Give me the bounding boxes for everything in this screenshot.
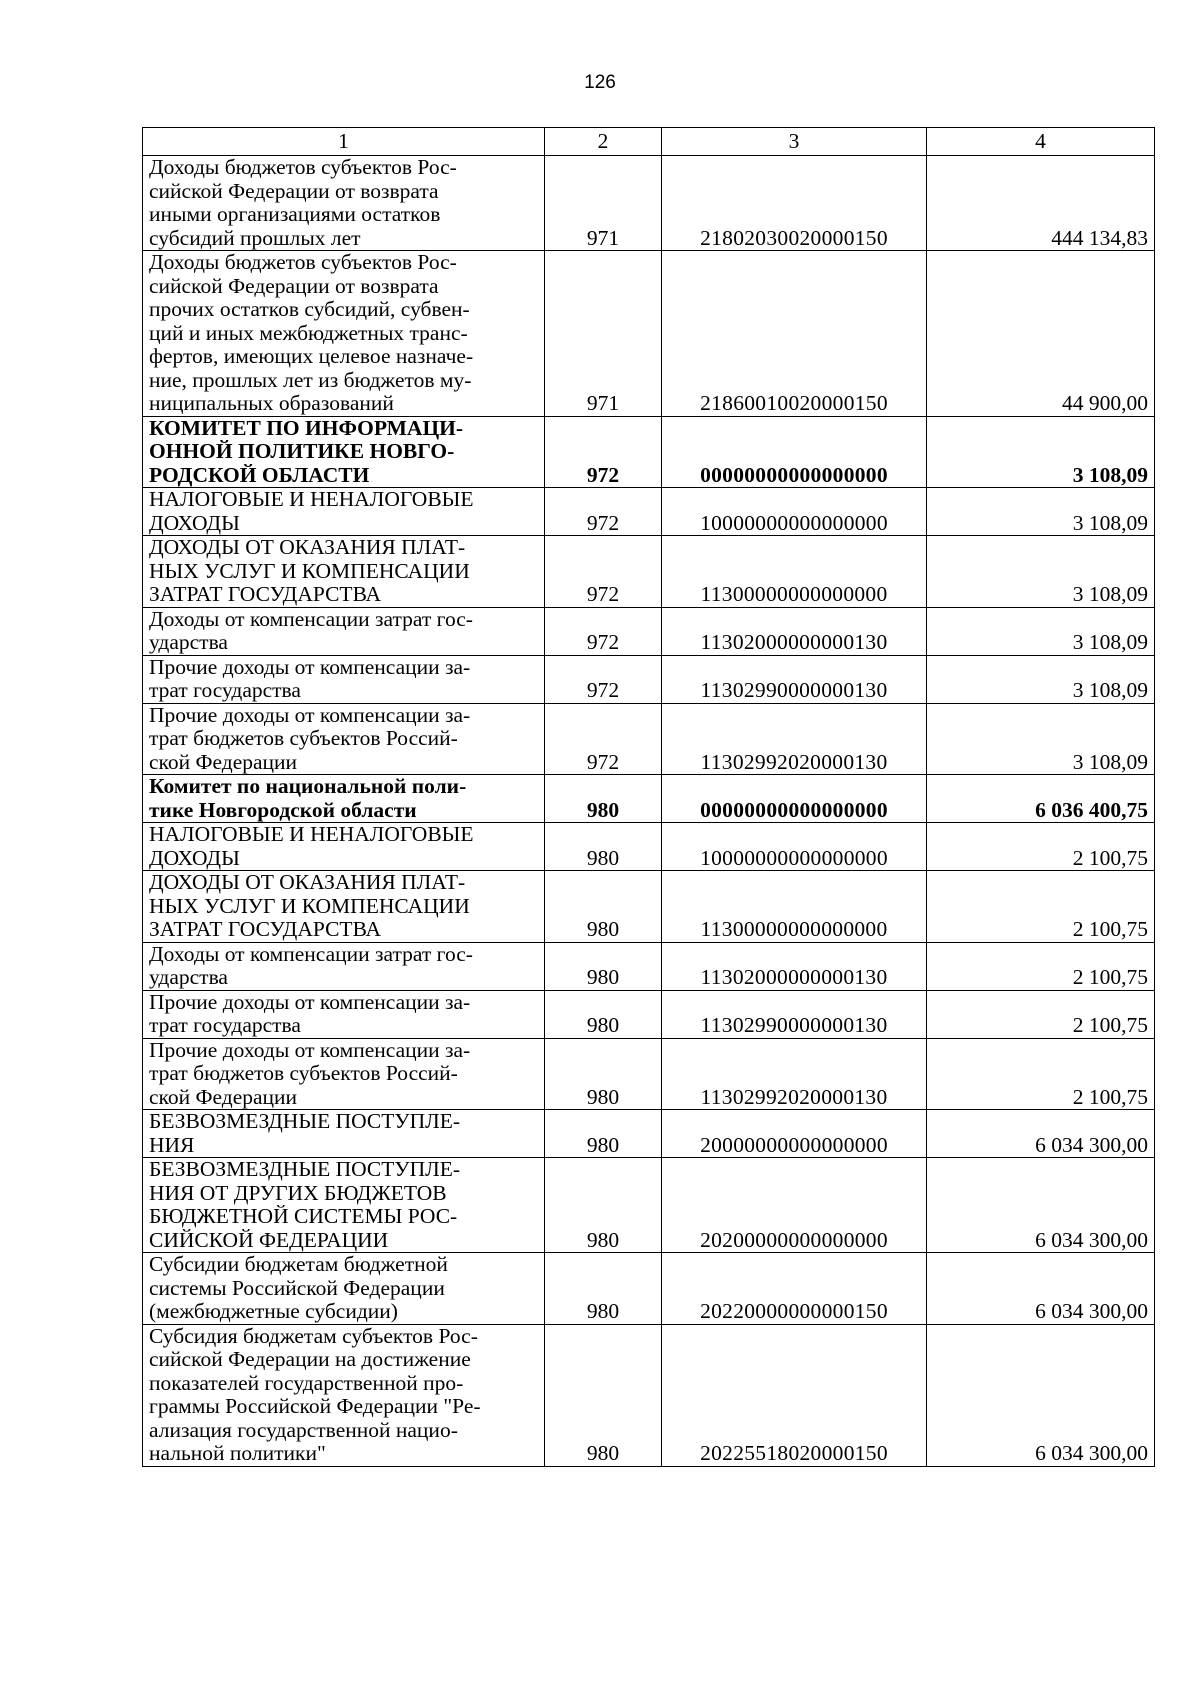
table-row — [143, 775, 1155, 823]
row-amount-cell: 3 108,09 — [927, 703, 1155, 775]
row-name-cell: Прочие доходы от компенсации за- трат государства — [143, 655, 545, 703]
row-amount-cell: 3 108,09 — [927, 607, 1155, 655]
row-admin-code-cell: 980 — [545, 942, 662, 990]
table-row — [143, 871, 1155, 943]
row-admin-code-cell: 980 — [545, 775, 662, 823]
table-body — [143, 156, 1155, 1467]
row-admin-code-cell: 972 — [545, 488, 662, 536]
row-amount-cell: 6 034 300,00 — [927, 1324, 1155, 1466]
row-kbk-code-cell: 20220000000000150 — [662, 1253, 927, 1325]
row-admin-code-cell: 980 — [545, 1110, 662, 1158]
table-row — [143, 416, 1155, 488]
row-admin-code-cell: 972 — [545, 536, 662, 608]
table-row — [143, 942, 1155, 990]
row-admin-code-cell: 980 — [545, 1253, 662, 1325]
column-header-code: 2 — [545, 128, 662, 156]
row-admin-code-cell: 971 — [545, 156, 662, 251]
column-header-name: 1 — [143, 128, 545, 156]
row-name-cell: Субсидии бюджетам бюджетной системы Российской Федерации (межбюджетные субсидии) — [143, 1253, 545, 1325]
table-row — [143, 1253, 1155, 1325]
row-kbk-code-cell: 11302992020000130 — [662, 703, 927, 775]
table-row — [143, 655, 1155, 703]
row-amount-cell: 3 108,09 — [927, 655, 1155, 703]
row-name-cell: Доходы от компенсации затрат гос- ударства — [143, 942, 545, 990]
row-kbk-code-cell: 20225518020000150 — [662, 1324, 927, 1466]
column-header-amount: 4 — [927, 128, 1155, 156]
row-admin-code-cell: 980 — [545, 990, 662, 1038]
row-name-cell: Доходы бюджетов субъектов Рос- сийской Федерации от возврата иными организациями остатков субсидий прошлых лет — [143, 156, 545, 251]
row-admin-code-cell: 980 — [545, 871, 662, 943]
row-name-cell: ДОХОДЫ ОТ ОКАЗАНИЯ ПЛАТ- НЫХ УСЛУГ И КОМПЕНСАЦИИ ЗАТРАТ ГОСУДАРСТВА — [143, 536, 545, 608]
row-kbk-code-cell: 11302990000000130 — [662, 655, 927, 703]
row-name-cell: Комитет по национальной поли- тике Новгородской области — [143, 775, 545, 823]
row-amount-cell: 2 100,75 — [927, 990, 1155, 1038]
row-kbk-code-cell: 11300000000000000 — [662, 871, 927, 943]
row-name-cell: БЕЗВОЗМЕЗДНЫЕ ПОСТУПЛЕ- НИЯ — [143, 1110, 545, 1158]
row-kbk-code-cell: 00000000000000000 — [662, 775, 927, 823]
row-amount-cell: 3 108,09 — [927, 536, 1155, 608]
row-admin-code-cell: 980 — [545, 1038, 662, 1110]
row-kbk-code-cell: 10000000000000000 — [662, 488, 927, 536]
row-kbk-code-cell: 00000000000000000 — [662, 416, 927, 488]
row-admin-code-cell: 971 — [545, 251, 662, 417]
row-kbk-code-cell: 20200000000000000 — [662, 1158, 927, 1253]
row-amount-cell: 2 100,75 — [927, 823, 1155, 871]
row-name-cell: Субсидия бюджетам субъектов Рос- сийской Федерации на достижение показателей государственной про- граммы Российской Федерации "Ре- ализация государственной нацио- нальной политики" — [143, 1324, 545, 1466]
row-kbk-code-cell: 11300000000000000 — [662, 536, 927, 608]
table-row — [143, 488, 1155, 536]
row-name-cell: Доходы бюджетов субъектов Рос- сийской Федерации от возврата прочих остатков субсидий, субвен- ций и иных межбюджетных транс- фертов, имеющих целевое назначе- ние, прошлых лет из бюджетов му- ниципальных образований — [143, 251, 545, 417]
table-row — [143, 1324, 1155, 1466]
table-row — [143, 536, 1155, 608]
row-admin-code-cell: 972 — [545, 703, 662, 775]
row-admin-code-cell: 972 — [545, 416, 662, 488]
row-kbk-code-cell: 10000000000000000 — [662, 823, 927, 871]
row-name-cell: КОМИТЕТ ПО ИНФОРМАЦИ- ОННОЙ ПОЛИТИКЕ НОВГО- РОДСКОЙ ОБЛАСТИ — [143, 416, 545, 488]
row-amount-cell: 6 036 400,75 — [927, 775, 1155, 823]
row-admin-code-cell: 980 — [545, 823, 662, 871]
row-kbk-code-cell: 20000000000000000 — [662, 1110, 927, 1158]
row-name-cell: НАЛОГОВЫЕ И НЕНАЛОГОВЫЕ ДОХОДЫ — [143, 488, 545, 536]
row-amount-cell: 6 034 300,00 — [927, 1253, 1155, 1325]
row-amount-cell: 2 100,75 — [927, 1038, 1155, 1110]
row-name-cell: НАЛОГОВЫЕ И НЕНАЛОГОВЫЕ ДОХОДЫ — [143, 823, 545, 871]
table-row — [143, 1038, 1155, 1110]
table-row — [143, 251, 1155, 417]
row-admin-code-cell: 972 — [545, 607, 662, 655]
row-name-cell: Доходы от компенсации затрат гос- ударства — [143, 607, 545, 655]
row-kbk-code-cell: 11302992020000130 — [662, 1038, 927, 1110]
row-name-cell: БЕЗВОЗМЕЗДНЫЕ ПОСТУПЛЕ- НИЯ ОТ ДРУГИХ БЮДЖЕТОВ БЮДЖЕТНОЙ СИСТЕМЫ РОС- СИЙСКОЙ ФЕДЕРАЦИИ — [143, 1158, 545, 1253]
table-row — [143, 990, 1155, 1038]
page-number: 126 — [584, 72, 616, 93]
row-amount-cell: 44 900,00 — [927, 251, 1155, 417]
table-header-row — [143, 128, 1155, 156]
row-amount-cell: 2 100,75 — [927, 871, 1155, 943]
table-row — [143, 1158, 1155, 1253]
table-row — [143, 823, 1155, 871]
row-name-cell: Прочие доходы от компенсации за- трат бюджетов субъектов Россий- ской Федерации — [143, 703, 545, 775]
row-amount-cell: 2 100,75 — [927, 942, 1155, 990]
row-name-cell: Прочие доходы от компенсации за- трат государства — [143, 990, 545, 1038]
row-amount-cell: 3 108,09 — [927, 488, 1155, 536]
table-row — [143, 156, 1155, 251]
row-kbk-code-cell: 21860010020000150 — [662, 251, 927, 417]
row-amount-cell: 444 134,83 — [927, 156, 1155, 251]
row-kbk-code-cell: 21802030020000150 — [662, 156, 927, 251]
row-amount-cell: 6 034 300,00 — [927, 1158, 1155, 1253]
row-amount-cell: 6 034 300,00 — [927, 1110, 1155, 1158]
row-name-cell: ДОХОДЫ ОТ ОКАЗАНИЯ ПЛАТ- НЫХ УСЛУГ И КОМПЕНСАЦИИ ЗАТРАТ ГОСУДАРСТВА — [143, 871, 545, 943]
row-kbk-code-cell: 11302000000000130 — [662, 607, 927, 655]
row-amount-cell: 3 108,09 — [927, 416, 1155, 488]
column-header-kbk: 3 — [662, 128, 927, 156]
row-admin-code-cell: 980 — [545, 1158, 662, 1253]
row-name-cell: Прочие доходы от компенсации за- трат бюджетов субъектов Россий- ской Федерации — [143, 1038, 545, 1110]
row-admin-code-cell: 972 — [545, 655, 662, 703]
row-admin-code-cell: 980 — [545, 1324, 662, 1466]
table-row — [143, 703, 1155, 775]
table-row — [143, 1110, 1155, 1158]
revenue-table — [142, 127, 1155, 1467]
table-row — [143, 607, 1155, 655]
row-kbk-code-cell: 11302000000000130 — [662, 942, 927, 990]
row-kbk-code-cell: 11302990000000130 — [662, 990, 927, 1038]
